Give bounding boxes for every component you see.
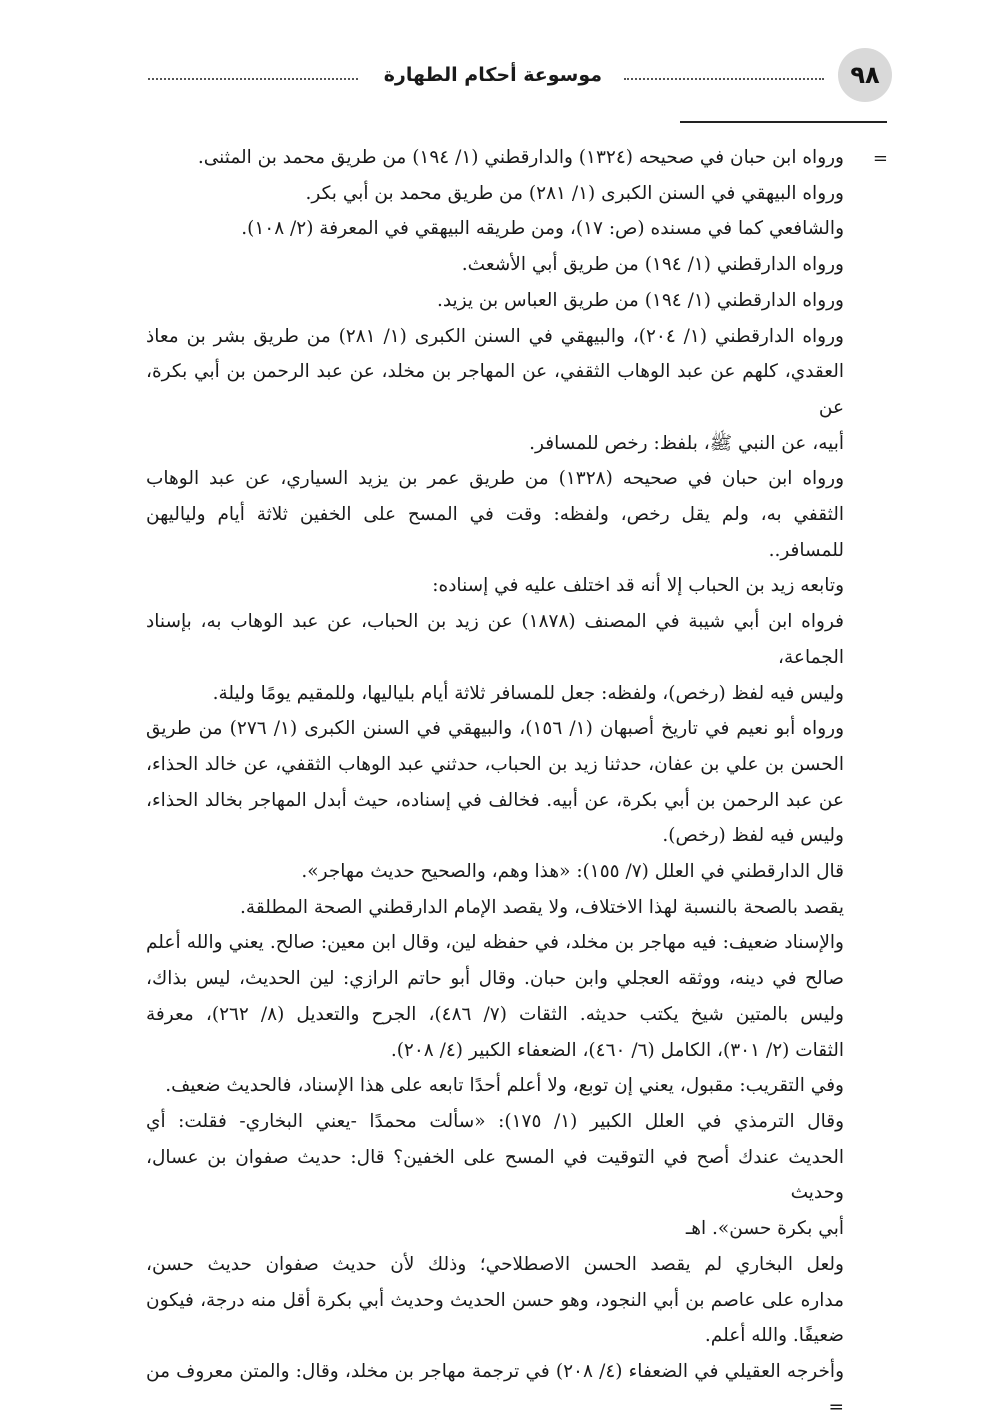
text-line: الحديث عندك أصح في التوقيت في المسح على الخفين؟ قال: حديث صفوان بن عسال، وحديث [146,1146,844,1204]
text-line: يقصد بالصحة بالنسبة لهذا الاختلاف، ولا يقصد الإمام الدارقطني الصحة المطلقة. [240,896,844,918]
text-line: الثقفي به، ولم يقل رخص، ولفظه: وقت في المسح على الخفين ثلاثة أيام ولياليهن للمسافر.. [146,504,844,561]
text-line: ضعيفًا. والله أعلم. [704,1325,844,1347]
text-line: الحسن بن علي بن عفان، حدثنا زيد بن الحباب، حدثني عبد الوهاب الثقفي، عن خالد الحذاء، [146,753,844,775]
text-line: ورواه البيهقي في السنن الكبرى (١/ ٢٨١) من طريق محمد بن أبي بكر. [305,182,844,204]
text-line: الثقات (٢/ ٣٠١)، الكامل (٦/ ٤٦٠)، الضعفاء الكبير (٤/ ٢٠٨). [390,1039,844,1061]
footnote-rule [680,121,887,123]
text-line: ورواه أبو نعيم في تاريخ أصبهان (١/ ١٥٦)، والبيهقي في السنن الكبرى (١/ ٢٧٦) من طريق [146,718,844,740]
header-dots-left [148,78,358,80]
text-line: أبيه، عن النبي ﷺ، بلفظ: رخص للمسافر. [529,432,844,454]
running-title: موسوعة أحكام الطهارة [383,64,602,86]
text-line: وليس بالمتين شيخ يكتب حديثه. الثقات (٧/ ٤٨٦)، الجرح والتعديل (٨/ ٢٦٢)، معرفة [146,1003,844,1025]
text-line: عن عبد الرحمن بن أبي بكرة، عن أبيه. فخالف في إسناده، حيث أبدل المهاجر بخالد الحذاء، [146,789,844,811]
text-line: فرواه ابن أبي شيبة في المصنف (١٨٧٨) عن زيد بن الحباب، عن عبد الوهاب به، بإسناد الجماعة، [146,611,845,668]
text-line: وفي التقريب: مقبول، يعني إن توبع، ولا أعلم أحدًا تابعه على هذا الإسناد، فالحديث ضعيف. [165,1075,844,1097]
text-line: العقدي، كلهم عن عبد الوهاب الثقفي، عن المهاجر بن مخلد، عن عبد الرحمن بن أبي بكرة، عن [146,361,844,418]
text-line: وأخرجه العقيلي في الضعفاء (٤/ ٢٠٨) في ترجمة مهاجر بن مخلد، وقال: والمتن معروف من = [146,1360,845,1418]
footnote-text [146,140,844,1425]
text-line: وليس فيه لفظ (رخص). [662,825,844,847]
page-header [140,48,892,102]
text-line: ورواه الدارقطني (١/ ٢٠٤)، والبيهقي في السنن الكبرى (١/ ٢٨١) من طريق بشر بن معاذ [146,325,844,347]
text-line: قال الدارقطني في العلل (٧/ ١٥٥): «هذا وهم، والصحيح حديث مهاجر». [301,861,844,883]
text-line: ولعل البخاري لم يقصد الحسن الاصطلاحي؛ وذلك لأن حديث صفوان حديث حسن، [146,1253,844,1275]
text-line: أبي بكرة حسن». اهـ [685,1218,844,1240]
text-line: ورواه ابن حبان في صحيحه (١٣٢٤) والدارقطني (١/ ١٩٤) من طريق محمد بن المثنى. [197,147,844,168]
text-line: ورواه الدارقطني (١/ ١٩٤) من طريق أبي الأشعث. [461,254,844,276]
text-line: والشافعي كما في مسنده (ص: ١٧)، ومن طريقه البيهقي في المعرفة (٢/ ١٠٨). [241,218,844,240]
text-line: صالح في دينه، ووثقه العجلي وابن حبان. وقال أبو حاتم الرازي: لين الحديث، ليس بذاك، [146,968,844,990]
continuation-mark: = [872,148,888,169]
text-line: وقال الترمذي في العلل الكبير (١/ ١٧٥): «سألت محمدًا -يعني البخاري- فقلت: أي [146,1110,845,1132]
text-line: ورواه الدارقطني (١/ ١٩٤) من طريق العباس بن يزيد. [436,289,844,311]
header-dots-right [624,78,824,80]
text-line: وتابعه زيد بن الحباب إلا أنه قد اختلف عليه في إسناده: [432,575,844,597]
text-line: مداره على عاصم بن أبي النجود، وهو حسن الحديث وحديث أبي بكرة أقل منه درجة، فيكون [146,1289,844,1311]
text-line: والإسناد ضعيف: فيه مهاجر بن مخلد، في حفظه لين، وقال ابن معين: صالح. يعني والله أعلم [146,932,844,954]
page-number: ٩٨ [838,48,892,102]
text-line: وليس فيه لفظ (رخص)، ولفظه: جعل للمسافر ثلاثة أيام بلياليها، وللمقيم يومًا وليلة. [212,682,844,704]
text-line: ورواه ابن حبان في صحيحه (١٣٢٨) من طريق عمر بن يزيد السياري، عن عبد الوهاب [146,468,844,490]
